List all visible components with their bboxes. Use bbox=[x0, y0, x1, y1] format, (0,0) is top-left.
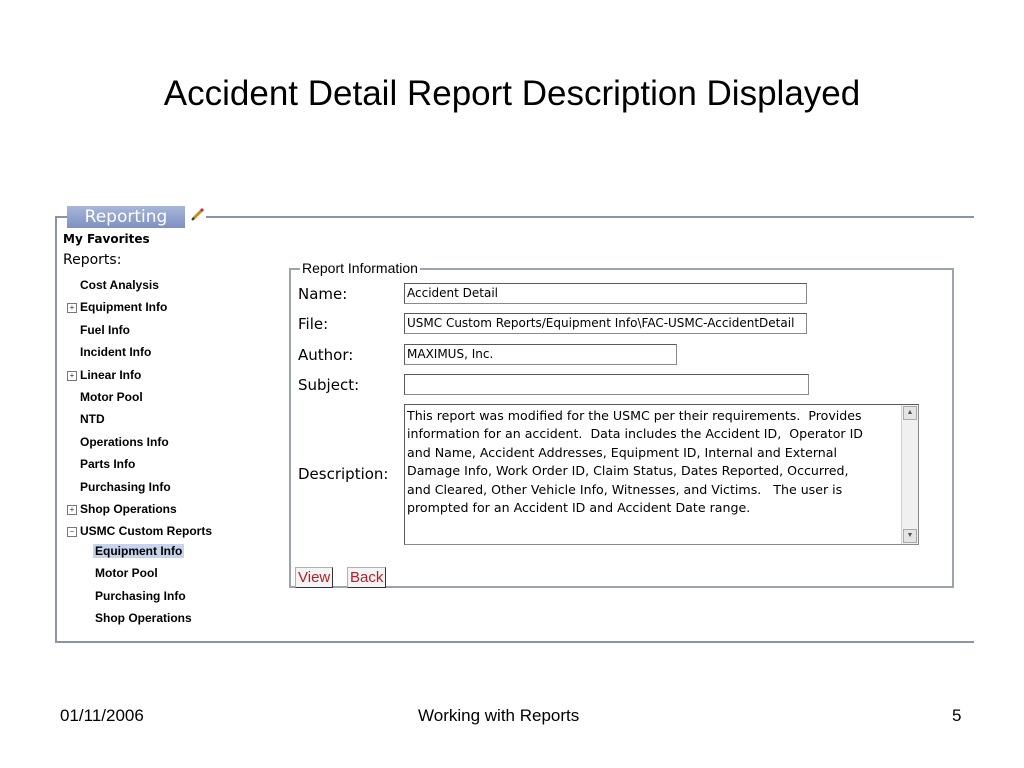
tree-item-label: Equipment Info bbox=[80, 300, 168, 315]
tree-item-label: Motor Pool bbox=[80, 390, 143, 404]
tree-subitem-label: Shop Operations bbox=[95, 611, 192, 626]
tree-item-motor-pool[interactable] bbox=[80, 390, 143, 404]
tree-item-shop-operations[interactable] bbox=[67, 502, 177, 516]
tree-item-incident-info[interactable] bbox=[80, 345, 151, 359]
tree-subitem-equipment-info[interactable] bbox=[93, 544, 184, 558]
tree-item-equipment-info[interactable] bbox=[67, 300, 167, 314]
description-scrollbar[interactable] bbox=[901, 405, 918, 544]
report-information-legend: Report Information bbox=[302, 260, 418, 276]
expand-icon[interactable]: + bbox=[67, 303, 77, 313]
tree-item-label: Cost Analysis bbox=[80, 278, 159, 292]
file-field[interactable]: USMC Custom Reports/Equipment Info\FAC-USMC-AccidentDetail bbox=[404, 313, 807, 334]
author-field[interactable]: MAXIMUS, Inc. bbox=[404, 344, 677, 365]
back-button[interactable]: Back bbox=[347, 567, 386, 588]
description-text: This report was modified for the USMC per their requirements. Provides information for an accident. Data includes the Accident ID, Operator ID and Name, Accident Addresses, Equipment ID, Internal and External Damage Info, Work Order ID, Claim Status, Dates Reported, Occurred, and Cleared, Other Vehicle Info, Witnesses, and Victims. The user is prompted for an Accident ID and Accident Date range. bbox=[407, 408, 863, 516]
subject-label: Subject: bbox=[298, 376, 360, 394]
tree-item-ntd[interactable] bbox=[80, 412, 105, 426]
tree-subitem-motor-pool[interactable] bbox=[95, 566, 158, 580]
tree-item-label: Incident Info bbox=[80, 345, 152, 360]
tree-item-label: Shop Operations bbox=[80, 502, 177, 516]
tree-subitem-label: Equipment Info bbox=[95, 544, 183, 558]
tree-item-parts-info[interactable] bbox=[80, 457, 135, 471]
scroll-up-icon[interactable]: ▲ bbox=[903, 406, 917, 420]
panel-border-bottom bbox=[55, 641, 974, 643]
tree-item-label: Linear Info bbox=[80, 367, 142, 382]
tree-item-label: Parts Info bbox=[80, 457, 136, 472]
reports-label: Reports: bbox=[63, 252, 122, 268]
footer-date: 01/11/2006 bbox=[60, 706, 144, 725]
pencil-icon[interactable] bbox=[191, 207, 205, 221]
slide-title: Accident Detail Report Description Displayed bbox=[163, 74, 861, 113]
tree-subitem-shop-operations[interactable] bbox=[95, 611, 192, 625]
tree-item-operations-info[interactable] bbox=[80, 435, 169, 449]
tree-item-label: USMC Custom Reports bbox=[80, 524, 213, 539]
tree-subitem-label: Motor Pool bbox=[95, 566, 158, 581]
tree-item-usmc-custom-reports[interactable] bbox=[67, 524, 212, 538]
expand-icon[interactable]: + bbox=[67, 505, 77, 515]
tree-item-cost-analysis[interactable] bbox=[80, 278, 159, 292]
tree-item-label: Operations Info bbox=[80, 434, 169, 449]
panel-border-top bbox=[206, 216, 974, 218]
tree-subitem-label: Purchasing Info bbox=[95, 588, 186, 603]
my-favorites-link[interactable]: My Favorites bbox=[63, 232, 150, 246]
footer-title: Working with Reports bbox=[418, 706, 580, 725]
file-label: File: bbox=[298, 315, 329, 333]
subject-field[interactable] bbox=[404, 374, 809, 395]
scroll-down-icon[interactable]: ▼ bbox=[903, 529, 917, 543]
panel-border-left bbox=[55, 216, 57, 643]
tree-item-label: NTD bbox=[80, 412, 105, 427]
description-textarea[interactable] bbox=[404, 404, 919, 545]
tree-item-label: Fuel Info bbox=[80, 322, 130, 337]
tree-item-purchasing-info[interactable] bbox=[80, 480, 171, 494]
reporting-tab[interactable]: Reporting bbox=[67, 206, 185, 228]
view-button[interactable]: View bbox=[295, 567, 333, 588]
collapse-icon[interactable]: − bbox=[67, 527, 77, 537]
name-field[interactable]: Accident Detail bbox=[404, 283, 807, 304]
description-label: Description: bbox=[298, 465, 389, 483]
tree-item-linear-info[interactable] bbox=[67, 368, 141, 382]
tree-subitem-purchasing-info[interactable] bbox=[95, 589, 186, 603]
name-label: Name: bbox=[298, 285, 348, 303]
expand-icon[interactable]: + bbox=[67, 371, 77, 381]
tree-item-fuel-info[interactable] bbox=[80, 323, 130, 337]
tree-item-label: Purchasing Info bbox=[80, 479, 171, 494]
author-label: Author: bbox=[298, 346, 354, 364]
page-number: 5 bbox=[952, 706, 962, 725]
